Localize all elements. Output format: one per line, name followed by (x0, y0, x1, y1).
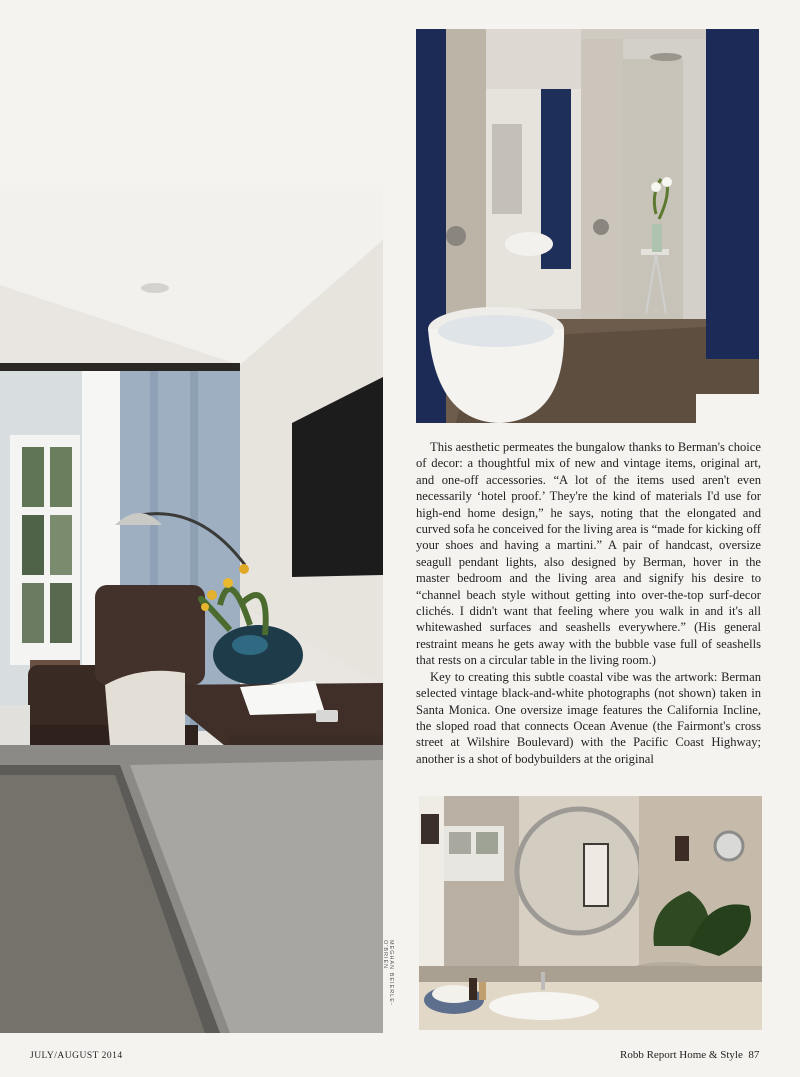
publication-name: Robb Report Home & Style (620, 1049, 743, 1061)
page-folio (620, 1049, 759, 1061)
vanity-photo (419, 796, 762, 1030)
article-body (416, 439, 761, 767)
article-paragraph: Key to creating this subtle coastal vibe was the artwork: Berman selected vintage black-and-white photographs (not shown) taken in Santa Monica. One oversize image features the California Incline, the sloped road that connects Ocean Avenue (the Fairmont's cross street at Wilshire Boulevard) with the Pacific Coast Highway; another is a shot of bodybuilders at the original (416, 669, 761, 766)
bathroom-photo (416, 29, 759, 423)
article-paragraph: This aesthetic permeates the bungalow thanks to Berman's choice of decor: a thoughtful mix of new and vintage items, original art, and one-off accessories. “A lot of the items used aren't even necessarily ‘hotel proof.’ They're the kind of materials I'd use for high-end home design,” he says, noting that the elongated and curved sofa he conceived for the living area is “made for kicking off your shoes and having a martini.” A pair of handcast, oversize seagull pendant lights, also designed by Berman, hover in the master bedroom and the living area and signify his desire to “channel beach style without getting into over-the-top surf-decor clichés. I didn't want that feeling where you walk in and it's all whitewashed surfaces and seashells everywhere.” (His general restraint means he gets away with the bubble vase full of seashells that rests on a circular table in the living room.) (416, 440, 761, 668)
bedroom-photo (0, 185, 383, 1033)
page-number: 87 (748, 1049, 760, 1061)
issue-date: JULY/AUGUST 2014 (30, 1051, 123, 1061)
photo-credit: MEGHAN BEIERLE-O'BRIEN (382, 940, 394, 1006)
